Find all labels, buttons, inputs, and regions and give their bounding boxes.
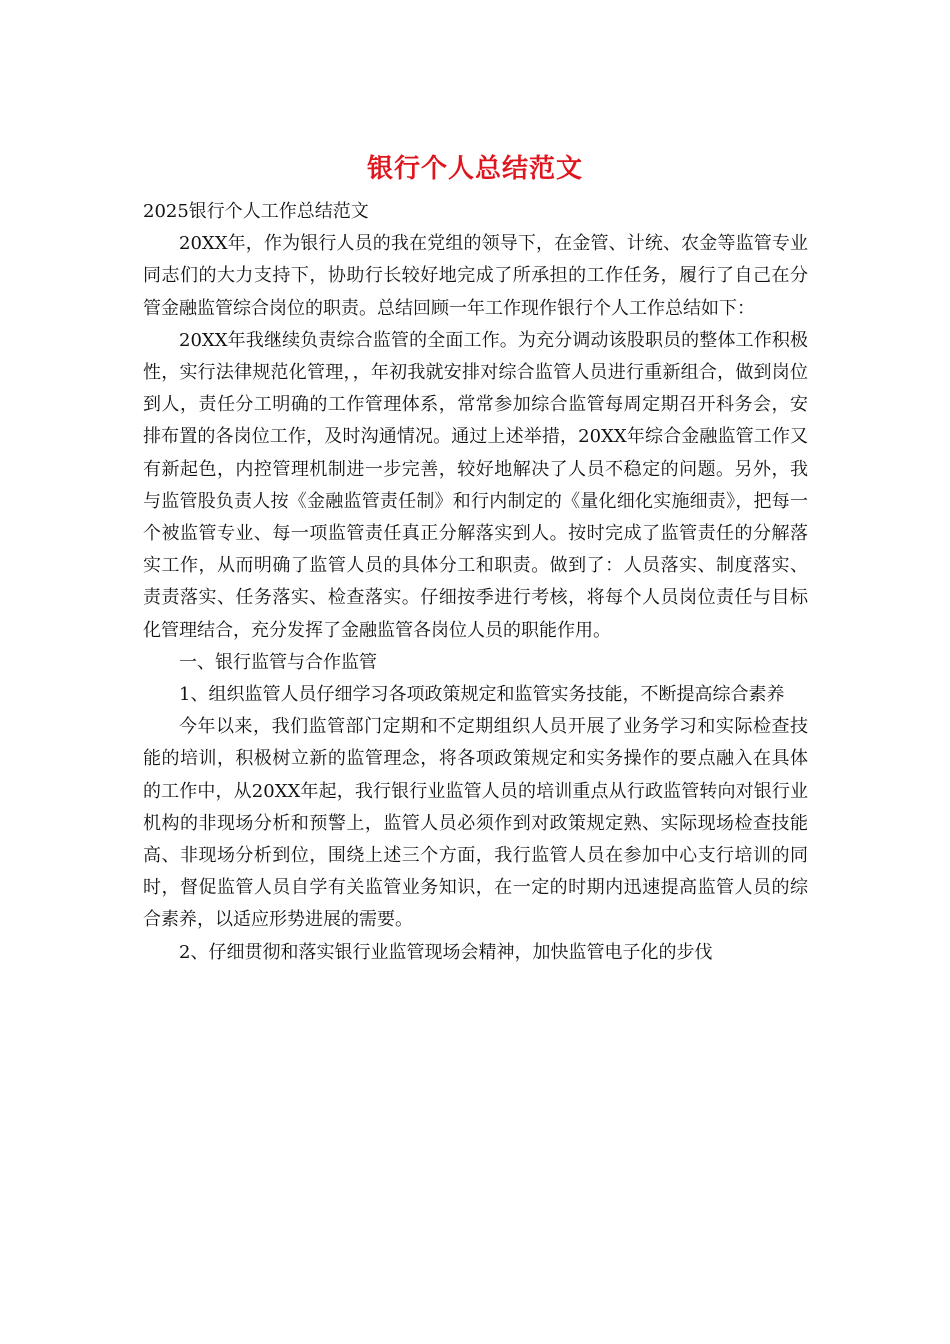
section-heading: 一、银行监管与合作监管: [179, 651, 377, 673]
paragraph-overview: 20XX年我继续负责综合监管的全面工作。为充分调动该股职员的整体工作积极性，实行法律规范化管理，，年初我就安排对综合监管人员进行重新组合，做到岗位到人，责任分工明确的工作管理体系，常常参加综合监管每周定期召开科务会，安排布置的各岗位工作，及时沟通情况。通过上述举措，20XX年综合金融监管工作又有新起色，内控管理机制进一步完善，较好地解决了人员不稳定的问题。另外，我与监管股负责人按《金融监管责任制》和行内制定的《量化细化实施细责》，把每一个被监管专业、每一项监管责任真正分解落实到人。按时完成了监管责任的分解落实工作，从而明确了监管人员的具体分工和职责。做到了：人员落实、制度落实、责责落实、任务落实、检查落实。仔细按季进行考核，将每个人员岗位责任与目标化管理结合，充分发挥了金融监管各岗位人员的职能作用。: [143, 329, 808, 641]
document-title: 银行个人总结范文: [366, 154, 583, 184]
document-subtitle: 2025银行个人工作总结范文: [143, 201, 369, 222]
paragraph-training: 今年以来，我们监管部门定期和不定期组织人员开展了业务学习和实际检查技能的培训，积极树立新的监管理念，将各项政策规定和实务操作的要点融入在具体的工作中，从20XX年起，我行银行业监管人员的培训重点从行政监管转向对银行业机构的非现场分析和预警上，监管人员必须作到对政策规定熟、实际现场检查技能高、非现场分析到位，围绕上述三个方面，我行监管人员在参加中心支行培训的同时，督促监管人员自学有关监管业务知识，在一定的时期内迅速提高监管人员的综合素养，以适应形势进展的需要。: [143, 716, 808, 931]
document-body: [143, 196, 808, 969]
subsection-heading-2: 2、仔细贯彻和落实银行业监管现场会精神，加快监管电子化的步伐: [179, 941, 713, 963]
paragraph-intro: 20XX年，作为银行人员的我在党组的领导下，在金管、计统、农金等监管专业同志们的大力支持下，协助行长较好地完成了所承担的工作任务，履行了自己在分管金融监管综合岗位的职责。总结回顾一年工作现作银行个人工作总结如下：: [143, 233, 808, 319]
subsection-heading-1: 1、组织监管人员仔细学习各项政策规定和监管实务技能，不断提高综合素养: [179, 684, 785, 706]
